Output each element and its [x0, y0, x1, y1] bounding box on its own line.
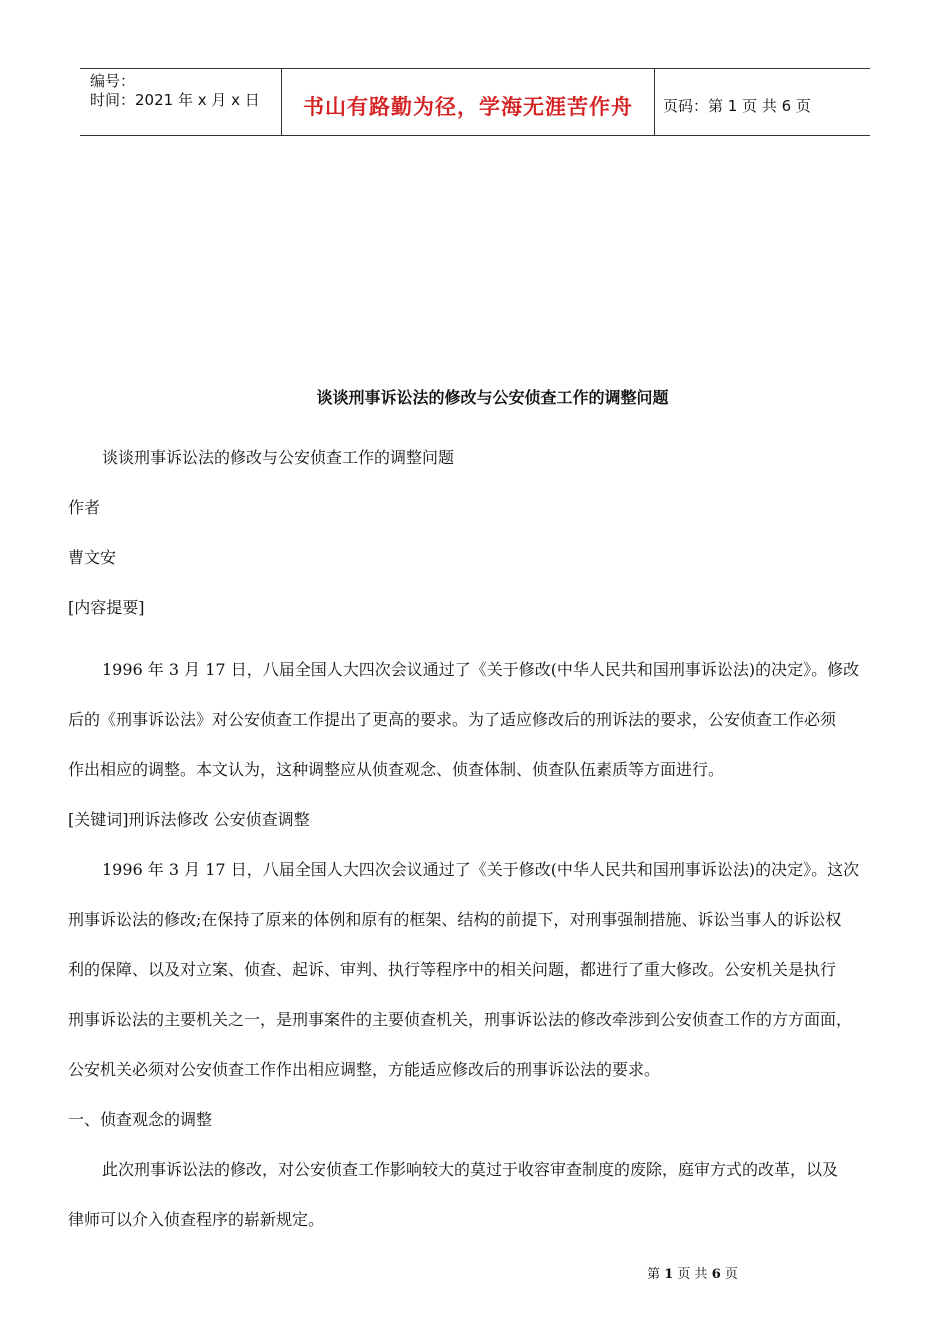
- paragraph-line: 后的《刑事诉讼法》对公安侦查工作提出了更高的要求。为了适应修改后的刑诉法的要求，公安侦查工作必须: [68, 710, 837, 729]
- paragraph-line: 利的保障、以及对立案、侦查、起诉、审判、执行等程序中的相关问题，都进行了重大修改。公安机关是执行: [68, 960, 837, 979]
- page-info: 页码：第 1 页 共 6 页: [663, 97, 811, 115]
- header-meta-cell: [80, 69, 282, 135]
- section-heading: 一、侦查观念的调整: [68, 1110, 213, 1129]
- paragraph-line: 此次刑事诉讼法的修改，对公安侦查工作影响较大的莫过于收容审查制度的废除，庭审方式的改革，以及: [102, 1160, 839, 1179]
- footer-prefix: 第: [647, 1267, 661, 1282]
- time-label: 时间：2021 年 x 月 x 日: [90, 91, 260, 109]
- subtitle-line: 谈谈刑事诉讼法的修改与公安侦查工作的调整问题: [102, 448, 455, 467]
- header-page-cell: [655, 69, 870, 135]
- document-title: 谈谈刑事诉讼法的修改与公安侦查工作的调整问题: [316, 388, 669, 407]
- header-table: [80, 68, 870, 136]
- abstract-heading: [内容提要]: [68, 598, 145, 617]
- number-label: 编号：: [90, 72, 136, 90]
- paragraph-line: 刑事诉讼法的修改;在保持了原来的体例和原有的框架、结构的前提下，对刑事强制措施、诉讼当事人的诉讼权: [68, 910, 842, 929]
- motto: 书山有路勤为径，学海无涯苦作舟: [303, 95, 633, 119]
- header-motto-cell: [282, 69, 655, 135]
- paragraph-line: 公安机关必须对公安侦查工作作出相应调整，方能适应修改后的刑事诉讼法的要求。: [68, 1060, 661, 1079]
- paragraph-line: 律师可以介入侦查程序的崭新规定。: [68, 1210, 325, 1229]
- footer-current-page: 1: [664, 1267, 674, 1282]
- keywords-line: [关键词]刑诉法修改 公安侦查调整: [68, 810, 310, 829]
- paragraph-line: 1996 年 3 月 17 日，八届全国人大四次会议通过了《关于修改(中华人民共和国刑事诉讼法)的决定》。修改: [102, 660, 860, 679]
- paragraph-line: 刑事诉讼法的主要机关之一，是刑事案件的主要侦查机关，刑事诉讼法的修改牵涉到公安侦查工作的方方面面，: [68, 1010, 853, 1029]
- paragraph-line: 1996 年 3 月 17 日，八届全国人大四次会议通过了《关于修改(中华人民共和国刑事诉讼法)的决定》。这次: [102, 860, 860, 879]
- footer-total-pages: 6: [711, 1267, 721, 1282]
- author-label: 作者: [68, 498, 101, 517]
- footer-middle: 页 共: [677, 1267, 708, 1282]
- author-name: 曹文安: [68, 548, 117, 567]
- paragraph-line: 作出相应的调整。本文认为，这种调整应从侦查观念、侦查体制、侦查队伍素质等方面进行。: [68, 760, 725, 779]
- footer-suffix: 页: [724, 1267, 738, 1282]
- page-footer: [0, 1263, 950, 1282]
